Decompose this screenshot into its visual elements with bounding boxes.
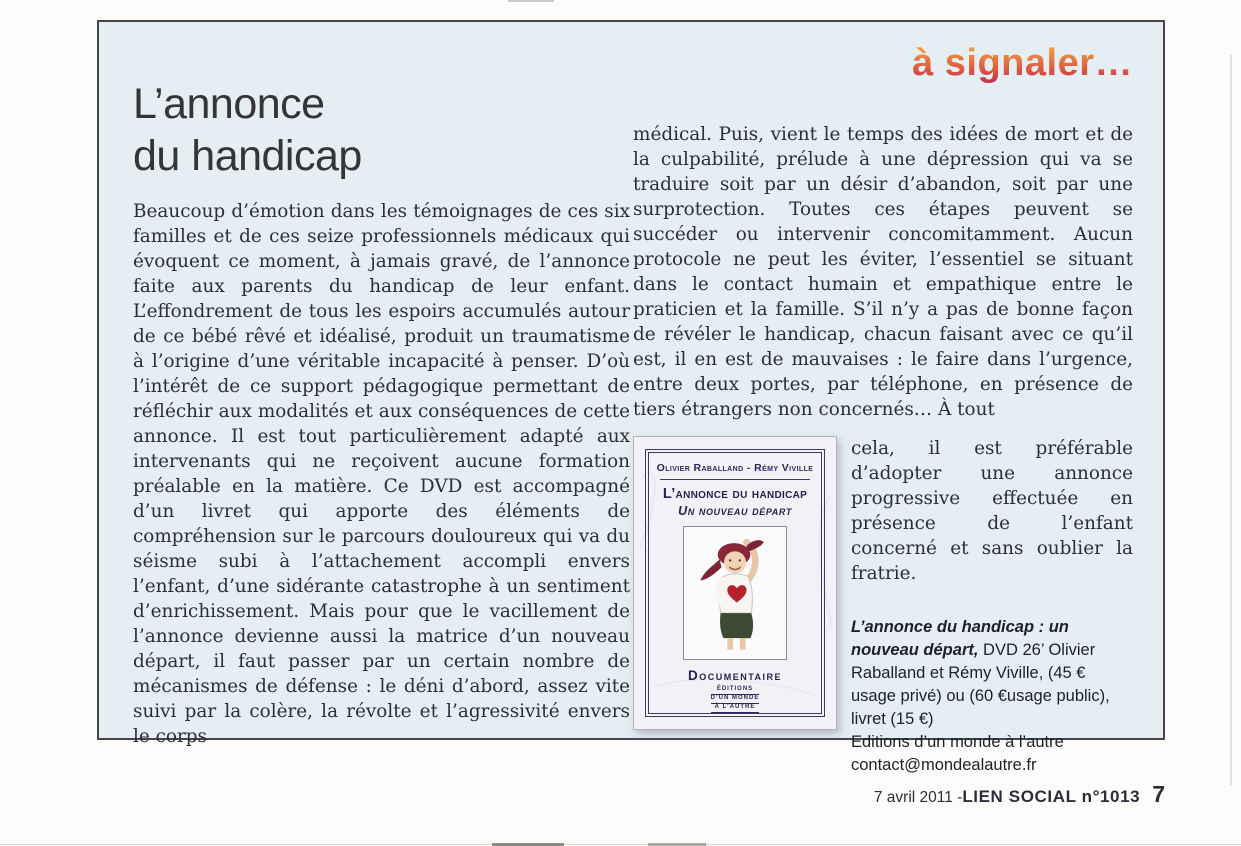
caption-contact-email: contact@mondealautre.fr	[851, 756, 1037, 774]
article-column-right-top: médical. Puis, vient le temps des idées de mort et de la culpabilité, prélude à une dépression qui va se traduire soit par un désir d’abandon, soit par une surprotection. Toutes ces étapes peuvent se succéder ou intervenir concomitamment. Aucun protocole ne peut les éviter, l’essentiel se situant dans le contact humain et empathique entre le praticien et la famille. S’il n’y a pas de bonne façon de révéler le handicap, chacun faisant avec ce qu’il est, il en est de mauvaises : le faire dans l’urgence, entre deux portes, par téléphone, en présence de tiers étrangers non concernés… À tout	[633, 124, 1133, 420]
dvd-genre: Documentaire	[687, 668, 783, 683]
article-column-right-wrap: cela, il est préférable d’adopter une annonce progressive effectuée en présence de l’enfant concerné et sans oublier la fratrie.	[851, 438, 1133, 584]
dvd-cover-frame	[645, 449, 825, 717]
dvd-caption	[851, 616, 1133, 777]
section-flag: à signaler…	[912, 42, 1133, 84]
footer-magazine-title: LIEN SOCIAL n°1013	[962, 787, 1141, 806]
media-row	[633, 436, 1133, 777]
girl-with-heart-illustration	[687, 530, 783, 656]
scan-artifact	[508, 0, 554, 2]
divider	[660, 479, 810, 480]
caption-details: DVD 26’ Olivier Raballand et Rémy Viville, (45 € usage privé) ou (60 €usage public), livret (15 €)	[851, 641, 1110, 728]
dvd-subtitle: Un nouveau départ	[678, 504, 792, 518]
caption-publisher: Editions d’un monde à l’autre	[851, 733, 1064, 751]
article-column-left: Beaucoup d’émotion dans les témoignages de ces six familles et de ces seize professionnels médicaux qui évoquent ce moment, à jamais gravé, de l’annonce faite aux parents du handicap de leur enfant. L’effondrement de tous les espoirs accumulés autour de ce bébé rêvé et idéalisé, produit un traumatisme à l’origine d’une véritable incapacité à penser. D’où l’intérêt de ce support pédagogique permettant de réfléchir aux modalités et aux conséquences de cette annonce. Il est tout particulièrement adapté aux intervenants qui ne reçoivent aucune formation préalable en la matière. Ce DVD est accompagné d’un livret qui apporte des éléments de compréhension sur le parcours douloureux qui va du séisme subi à l’attachement accompli envers l’enfant, d’une sidérante catastrophe à un sentiment d’enrichissement. Mais pour que le vacillement de l’annonce devienne aussi la matrice d’un nouveau départ, il faut passer par un certain nombre de mécanismes de défense : le déni d’abord, assez vite suivi par la colère, la révolte et l’agressivité envers le corps	[133, 201, 630, 747]
dvd-title: L’annonce du handicap	[662, 486, 808, 502]
dvd-authors: Olivier Raballand - Rémy Viville	[656, 462, 814, 474]
caption-title: L’annonce du handicap : un nouveau départ,	[851, 618, 1069, 659]
publisher-logo	[711, 686, 760, 713]
page-title	[133, 78, 362, 182]
dvd-cover	[633, 436, 837, 730]
footer-page-number: 7	[1152, 781, 1165, 807]
publisher-logo-line1: ÉDITIONS	[711, 686, 760, 695]
scan-bottom-line	[0, 844, 1241, 845]
publisher-logo-line2: D’UN MONDE	[711, 695, 760, 704]
footer-date: 7 avril 2011 -	[873, 789, 963, 806]
wrap-column	[851, 436, 1133, 777]
scan-edge-line	[1230, 55, 1232, 785]
dvd-illustration-box	[683, 526, 787, 660]
page-title-line2: du handicap	[133, 132, 362, 180]
article-column-right	[633, 122, 1133, 777]
page-title-line1: L’annonce	[133, 80, 325, 128]
caption-main	[851, 616, 1133, 731]
page-footer	[874, 781, 1165, 808]
article-panel	[97, 20, 1165, 774]
publisher-logo-line3: À L’AUTRE	[711, 704, 760, 713]
